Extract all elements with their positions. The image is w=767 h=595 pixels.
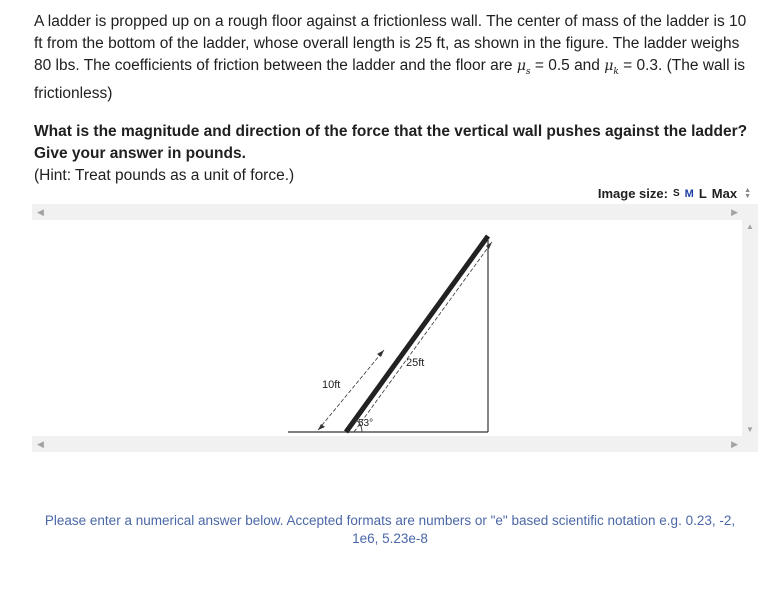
hint-text: (Hint: Treat pounds as a unit of force.) [34,167,295,184]
scroll-right-icon[interactable]: ▶ [731,207,738,217]
problem-text-1: A ladder is propped up on a rough floor against a frictionless wall. The center of mass of the ladder is 10 ft from the bottom of the ladder, whose overall length is 25 ft, as shown in the figure. The ladder weighs 80 lbs. The coefficients of friction between the ladder and the floor are [34,13,747,74]
problem-statement [34,11,756,105]
question-block [34,121,756,187]
answer-format-note: Please enter a numerical answer below. Accepted formats are numbers or "e" based scientific notation e.g. 0.23, -2, 1e6, 5.23e-8 [44,513,736,546]
vertical-scrollbar[interactable] [742,220,758,436]
label-25ft: 25ft [406,357,425,369]
mu-s-symbol: $\mu_s$ [516,58,531,77]
spinner-icon[interactable]: ▲ ▼ [744,186,751,200]
mu-k-symbol: $\mu_k$ [604,58,619,77]
dim-25ft-line [354,242,492,432]
problem-text-3: = 0.3. (The wall is frictionless) [34,57,746,102]
image-size-s[interactable]: S [672,188,680,199]
ladder [346,236,488,432]
dim-10ft-arrow-bottom [318,424,325,430]
ladder-figure [280,226,520,441]
image-size-control [598,186,751,201]
dim-25ft-arrow-top [486,242,492,249]
ladder-diagram [280,226,520,436]
image-size-label: Image size: [597,186,668,201]
scroll-left-icon[interactable]: ◀ [37,207,44,217]
problem-text-2: = 0.5 and [530,57,605,74]
image-size-max[interactable]: Max [711,186,738,201]
scroll-left-icon[interactable]: ◀ [37,439,44,449]
horizontal-scrollbar-top[interactable] [32,204,758,220]
scroll-up-icon[interactable]: ▲ [746,222,754,231]
horizontal-scrollbar-bottom[interactable] [32,436,758,452]
scroll-down-icon[interactable]: ▼ [746,425,754,434]
label-angle: 53° [358,418,374,429]
dim-10ft-arrow-top [377,350,384,357]
image-size-m[interactable]: M [684,187,694,200]
question-text: What is the magnitude and direction of the force that the vertical wall pushes against the ladder? Give your answer in pounds. [34,123,748,162]
label-10ft: 10ft [322,379,341,391]
scroll-right-icon[interactable]: ▶ [731,439,738,449]
image-size-l[interactable]: L [698,186,707,201]
